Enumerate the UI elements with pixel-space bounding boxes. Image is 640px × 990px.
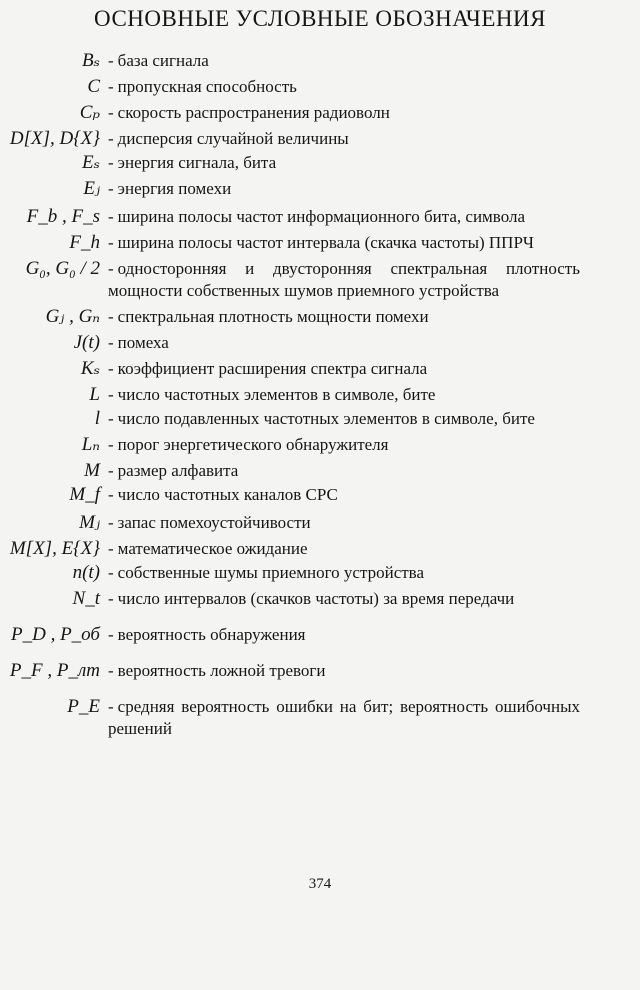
notation-row: [0, 206, 640, 228]
notation-row: [0, 306, 640, 328]
notation-definition: - число частотных элементов в символе, бите: [108, 385, 436, 404]
notation-row: [0, 178, 640, 200]
notation-definition: - коэффициент расширения спектра сигнала: [108, 359, 428, 378]
notation-definition: - запас помехоустойчивости: [108, 513, 311, 532]
notation-definition: - пропускная способность: [108, 77, 297, 96]
notation-symbol: P_E: [67, 696, 100, 717]
notation-definition: - помеха: [108, 333, 169, 352]
notation-symbol: M[X], E{X}: [9, 538, 100, 559]
notation-symbol: P_F , P_лт: [9, 660, 100, 681]
notation-row: [0, 588, 640, 610]
notation-row: [0, 434, 640, 456]
notation-row: [0, 152, 640, 174]
notation-row: [0, 232, 640, 254]
notation-row: [0, 128, 640, 150]
notation-symbol: G₀, G₀ / 2: [25, 258, 100, 279]
notation-definition: - средняя вероятность ошибки на бит; вероятность ошибочных решений: [108, 697, 580, 738]
page-title: ОСНОВНЫЕ УСЛОВНЫЕ ОБОЗНАЧЕНИЯ: [94, 6, 546, 31]
notation-symbol: Gⱼ , Gₙ: [45, 306, 100, 327]
notation-symbol: F_b , F_s: [26, 206, 100, 227]
notation-symbol: Mⱼ: [79, 512, 100, 533]
notation-definition: - дисперсия случайной величины: [108, 129, 349, 148]
notation-definition: - энергия сигнала, бита: [108, 153, 277, 172]
notation-definition: - ширина полосы частот интервала (скачка частоты) ППРЧ: [108, 233, 534, 252]
notation-row: [0, 660, 640, 682]
notation-symbol: Lₙ: [81, 434, 100, 455]
notation-symbol: M: [84, 460, 100, 481]
notation-row: [0, 460, 640, 482]
notation-definition: - энергия помехи: [108, 179, 232, 198]
notation-row: [0, 358, 640, 380]
page-number: 374: [308, 876, 332, 892]
notation-symbol: Eₛ: [81, 152, 100, 173]
notation-symbol: N_t: [72, 588, 100, 609]
notation-symbol: P_D , P_об: [11, 624, 100, 645]
notation-list: [0, 46, 640, 740]
notation-definition: - математическое ожидание: [108, 539, 308, 558]
notation-symbol: F_h: [69, 232, 100, 253]
notation-row: [0, 76, 640, 98]
notation-row: [0, 562, 640, 584]
notation-symbol: Cₚ: [79, 102, 100, 123]
notation-row: [0, 484, 640, 506]
notation-row: [0, 384, 640, 406]
notation-row: [0, 512, 640, 534]
notation-symbol: J(t): [73, 332, 100, 353]
notation-definition: - база сигнала: [108, 51, 209, 70]
notation-row: [0, 696, 640, 740]
notation-definition: - собственные шумы приемного устройства: [108, 563, 425, 582]
notation-symbol: Bₛ: [81, 50, 100, 71]
notation-row: [0, 624, 640, 646]
notation-row: [0, 102, 640, 124]
notation-symbol: C: [87, 76, 100, 97]
notation-definition: - число интервалов (скачков частоты) за время передачи: [108, 589, 515, 608]
notation-symbol: M_f: [69, 484, 100, 505]
notation-symbol: D[X], D{X}: [9, 128, 100, 149]
notation-symbol: l: [94, 408, 100, 429]
notation-definition: - вероятность обнаружения: [108, 625, 306, 644]
notation-definition: - число подавленных частотных элементов в символе, бите: [108, 409, 535, 428]
notation-symbol: Eⱼ: [83, 178, 100, 199]
notation-symbol: Kₛ: [80, 358, 100, 379]
notation-row: [0, 50, 640, 72]
notation-definition: - число частотных каналов СРС: [108, 485, 338, 504]
notation-definition: - размер алфавита: [108, 461, 239, 480]
notation-symbol: L: [89, 384, 100, 405]
notation-definition: - спектральная плотность мощности помехи: [108, 307, 429, 326]
notation-definition: - ширина полосы частот информационного бита, символа: [108, 207, 526, 226]
notation-definition: - порог энергетического обнаружителя: [108, 435, 389, 454]
notation-row: [0, 538, 640, 560]
notation-row: [0, 258, 640, 302]
notation-definition: - вероятность ложной тревоги: [108, 661, 326, 680]
notation-row: [0, 408, 640, 430]
notation-row: [0, 332, 640, 354]
notation-definition: - односторонняя и двусторонняя спектральная плотность мощности собственных шумов приемного устройства: [108, 259, 580, 300]
notation-symbol: n(t): [72, 562, 100, 583]
notation-definition: - скорость распространения радиоволн: [108, 103, 390, 122]
